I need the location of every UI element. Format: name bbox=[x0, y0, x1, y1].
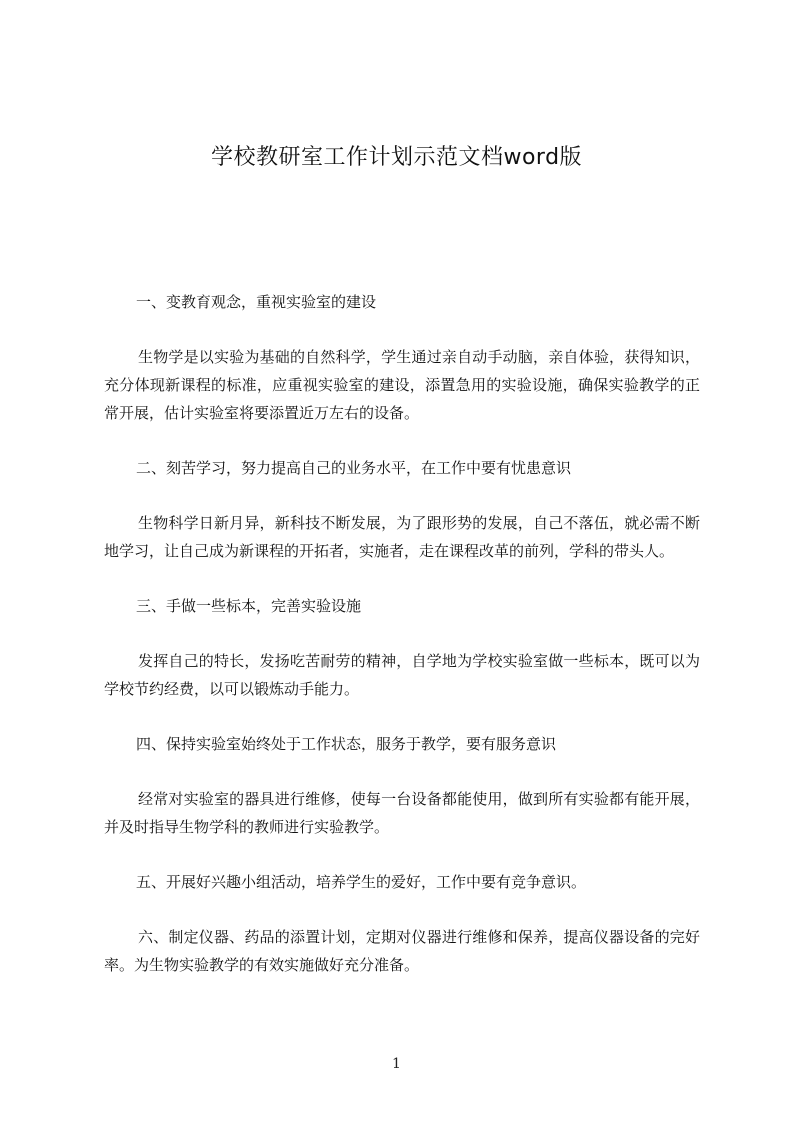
document-title: 学校教研室工作计划示范文档word版 bbox=[210, 145, 583, 170]
page-number: 1 bbox=[392, 1056, 401, 1072]
section-paragraph: 发挥自己的特长，发扬吃苦耐劳的精神，自学地为学校实验室做一些标本，既可以为学校节约经费，以可以锻炼动手能力。 bbox=[104, 652, 700, 698]
section-heading: 二、刻苦学习，努力提高自己的业务水平，在工作中要有忧患意识 bbox=[136, 459, 572, 477]
section-paragraph: 生物科学日新月异，新科技不断发展，为了跟形势的发展，自己不落伍，就必需不断地学习，让自己成为新课程的开拓者，实施者，走在课程改革的前列，学科的带头人。 bbox=[104, 514, 700, 560]
section-heading: 一、变教育观念，重视实验室的建设 bbox=[136, 293, 377, 311]
section-paragraph: 生物学是以实验为基础的自然科学，学生通过亲自动手动脑，亲自体验，获得知识，充分体现新课程的标准，应重视实验室的建设，添置急用的实验设施，确保实验教学的正常开展，估计实验室将要添置近万左右的设备。 bbox=[104, 348, 700, 422]
section-heading: 四、保持实验室始终处于工作状态，服务于教学，要有服务意识 bbox=[136, 735, 557, 753]
section-heading: 五、开展好兴趣小组活动，培养学生的爱好，工作中要有竞争意识。 bbox=[136, 873, 587, 891]
section-heading: 三、手做一些标本，完善实验设施 bbox=[136, 597, 362, 615]
section-paragraph: 经常对实验室的器具进行维修，使每一台设备都能使用，做到所有实验都有能开展，并及时指导生物学科的教师进行实验教学。 bbox=[104, 790, 700, 836]
document-body bbox=[104, 288, 700, 1006]
section-paragraph: 六、制定仪器、药品的添置计划，定期对仪器进行维修和保养，提高仪器设备的完好率。为生物实验教学的有效实施做好充分准备。 bbox=[104, 928, 700, 974]
